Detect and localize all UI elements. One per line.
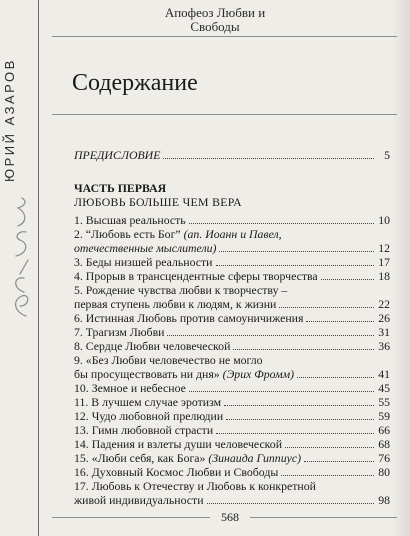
part-heading: ЧАСТЬ ПЕРВАЯ [74,181,167,195]
dot-leader [216,265,375,266]
dot-leader [207,503,374,504]
dot-leader [279,307,374,308]
dot-leader [304,461,374,462]
toc-entry [74,409,390,423]
entry-title-line: 15. «Люби себя, как Бога» (Зинаида Гиппиус) [74,451,302,465]
margin-rule [38,0,39,536]
left-margin-strip [0,0,40,536]
table-of-contents [74,148,390,507]
entry-page: 18 [378,269,390,283]
page-number: 568 [210,509,250,525]
entry-page: 66 [378,423,390,437]
toc-entry [74,269,390,283]
toc-entry [74,227,390,255]
toc-entry [74,311,390,325]
toc-entry [74,381,390,395]
entry-title-line: 14. Падения и взлеты души человеческой [74,437,283,451]
entry-page: 31 [378,325,390,339]
toc-entry [74,465,390,479]
entry-page: 10 [378,213,390,227]
entry-page: 98 [378,493,390,507]
entry-title-line: 17. Любовь к Отечеству и Любовь к конкретной [74,479,316,493]
toc-entry [74,479,390,507]
entry-page: 41 [378,367,390,381]
toc-entry [74,451,390,465]
entry-title-line: 2. “Любовь есть Бог” (ап. Иоанн и Павел, [74,227,282,241]
entry-title-line: 1. Высшая реальность [74,213,186,227]
dot-leader [167,335,374,336]
entry-title-line: 16. Духовный Космос Любви и Свободы [74,465,279,479]
dot-leader [219,251,374,252]
entry-title-line: живой индивидуальности [74,493,204,507]
dot-leader [216,433,374,434]
dot-leader [281,475,374,476]
part-subtitle: ЛЮБОВЬ БОЛЬШЕ ЧЕМ ВЕРА [74,195,242,209]
page-title: Содержание [72,70,198,96]
entry-page: 26 [378,311,390,325]
entry-title-line: 11. В лучшем случае эротизм [74,395,222,409]
entry-title-line: отечественные мыслители) [74,241,217,255]
entry-title-line: 4. Прорыв в трансцендентные сферы творчества [74,269,318,283]
entry-page: 76 [378,451,390,465]
dot-leader [321,279,374,280]
entry-title-line: 7. Трагизм Любви [74,325,165,339]
toc-entry [74,213,390,227]
toc-entry [74,283,390,311]
handwritten-signature [6,196,34,326]
toc-entry [74,325,390,339]
toc-entry [74,423,390,437]
preface-entry [74,148,390,162]
dot-leader [163,158,374,159]
entry-page: 22 [378,297,390,311]
entry-page: 17 [378,255,390,269]
toc-entry [74,437,390,451]
dot-leader [189,391,374,392]
entry-title-line: первая ступень любви к людям, к жизни [74,297,277,311]
dot-leader [189,223,374,224]
entry-title-line: 3. Беды низшей реальности [74,255,213,269]
entry-title-line: 12. Чудо любовной прелюдии [74,409,224,423]
dot-leader [224,405,374,406]
dot-leader [306,321,374,322]
entry-title-line: 8. Сердце Любви человеческой [74,339,231,353]
dot-leader [226,419,374,420]
entry-title-line: 6. Истинная Любовь против самоуничижения [74,311,304,325]
toc-entry [74,353,390,381]
entry-title-line: 13. Гимн любовной страсти [74,423,214,437]
entry-title-line: 9. «Без Любви человечество не могло [74,353,263,367]
entry-page: 45 [378,381,390,395]
header-rule [52,36,397,37]
page-shadow [392,0,410,536]
dot-leader [233,349,374,350]
preface-label: ПРЕДИСЛОВИЕ [74,148,161,162]
entry-page: 12 [378,241,390,255]
toc-entries [74,213,390,507]
toc-entry [74,255,390,269]
entry-page: 59 [378,409,390,423]
entry-title-line: 10. Земное и небесное [74,381,186,395]
dot-leader [297,377,374,378]
entry-page: 80 [378,465,390,479]
toc-entry [74,339,390,353]
preface-page: 5 [384,148,390,162]
title-rule [52,114,397,115]
dot-leader [285,447,374,448]
entry-page: 55 [378,395,390,409]
running-head: Апофеоз Любви и Свободы [164,5,266,34]
entry-title-line: бы просуществовать ни дня» (Эрих Фромм) [74,367,295,381]
toc-entry [74,395,390,409]
entry-page: 36 [378,339,390,353]
entry-title-line: 5. Рождение чувства любви к творчеству – [74,283,288,297]
entry-page: 68 [378,437,390,451]
author-spine-text: ЮРИЙ АЗАРОВ [2,58,17,182]
